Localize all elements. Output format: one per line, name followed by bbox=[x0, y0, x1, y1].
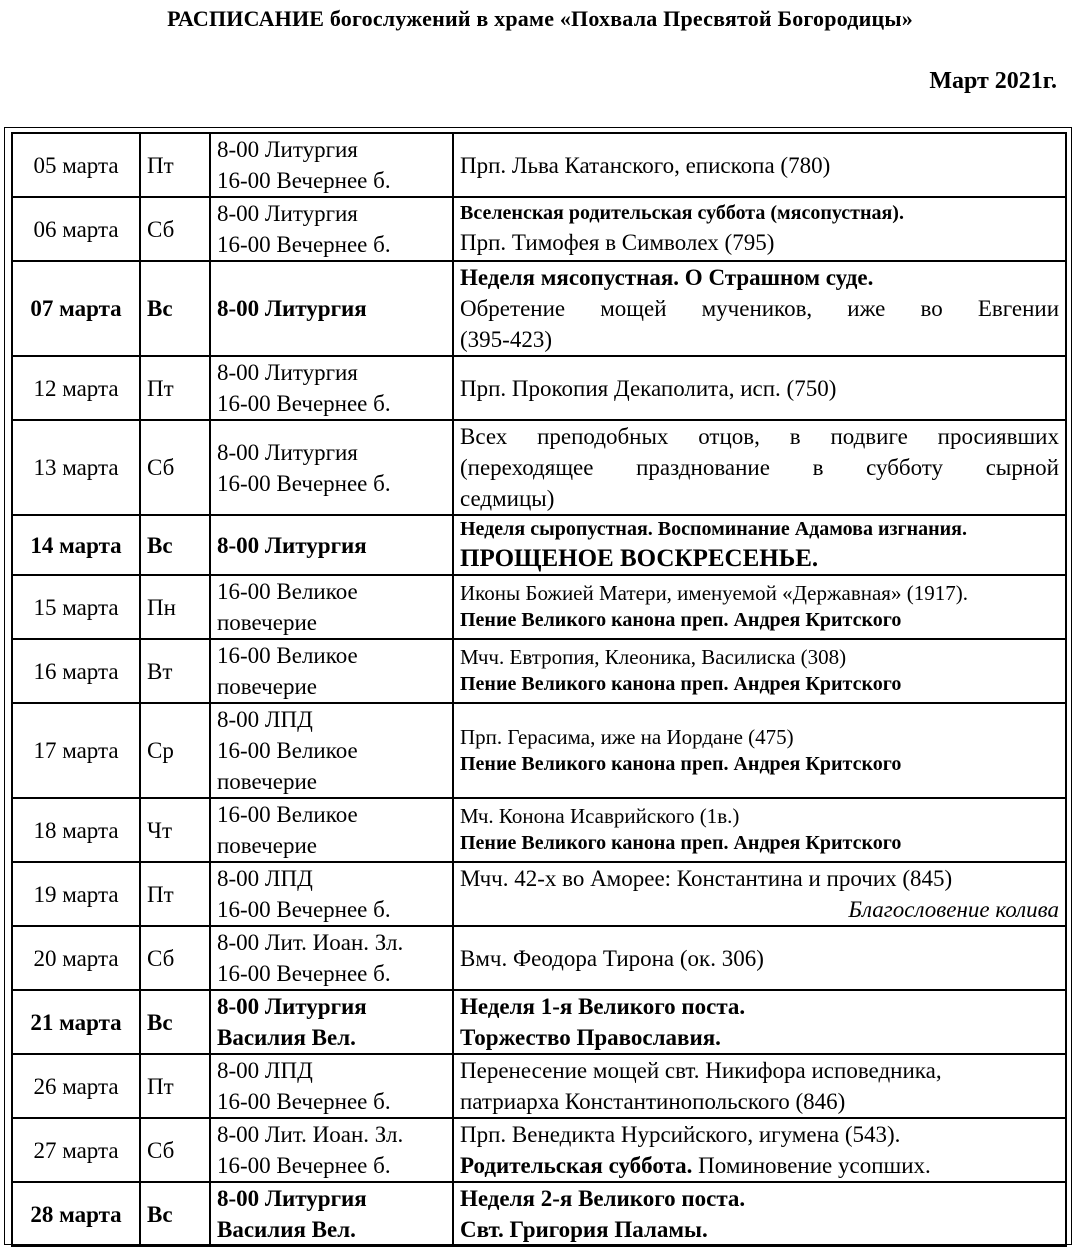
description-line: патриарха Константинопольского (846) bbox=[460, 1089, 846, 1114]
service-line: 16-00 Вечернее б. bbox=[217, 470, 391, 496]
description-cell bbox=[453, 990, 1066, 1054]
description-line: Прп. Прокопия Декаполита, исп. (750) bbox=[460, 375, 837, 401]
date-cell: 05 марта bbox=[12, 133, 140, 197]
date-cell: 18 марта bbox=[12, 798, 140, 862]
service-line: 8-00 ЛПД bbox=[217, 1058, 313, 1083]
description-line: Неделя мясопустная. О Страшном суде. bbox=[460, 265, 874, 290]
date-cell: 15 марта bbox=[12, 575, 140, 639]
service-line: 8-00 Лит. Иоан. Зл. bbox=[217, 930, 404, 955]
table-row bbox=[12, 990, 1066, 1054]
service-line: 16-00 Вечернее б. bbox=[217, 168, 391, 193]
service-line: 8-00 ЛПД bbox=[217, 866, 313, 891]
date-cell: 27 марта bbox=[12, 1118, 140, 1182]
weekday-cell: Вс bbox=[140, 990, 210, 1054]
service-line: 8-00 Литургия bbox=[217, 1186, 367, 1211]
service-cell bbox=[210, 990, 453, 1054]
description-bold-part: Родительская суббота. bbox=[460, 1153, 693, 1178]
weekday-cell: Сб bbox=[140, 1118, 210, 1182]
service-line: повечерие bbox=[217, 674, 317, 699]
service-cell bbox=[210, 1182, 453, 1246]
description-cell bbox=[453, 1118, 1066, 1182]
description-line: Перенесение мощей свт. Никифора исповедника, bbox=[460, 1058, 942, 1083]
service-cell bbox=[210, 197, 453, 261]
weekday-cell: Ср bbox=[140, 703, 210, 798]
service-line: 16-00 Великое bbox=[217, 802, 358, 827]
table-row bbox=[12, 515, 1066, 575]
service-line: 16-00 Вечернее б. bbox=[217, 961, 391, 986]
service-line: 16-00 Вечернее б. bbox=[217, 232, 391, 257]
service-cell bbox=[210, 575, 453, 639]
service-line: 8-00 Литургия bbox=[217, 994, 367, 1019]
description-line: Прп. Тимофея в Символех (795) bbox=[460, 230, 775, 255]
description-line: Мч. Конона Исаврийского (1в.) bbox=[460, 804, 740, 828]
table-row bbox=[12, 1118, 1066, 1182]
date-cell: 12 марта bbox=[12, 356, 140, 420]
weekday-cell: Вс bbox=[140, 515, 210, 575]
service-cell bbox=[210, 862, 453, 926]
description-line: Пение Великого канона преп. Андрея Критского bbox=[460, 609, 902, 631]
page-title: РАСПИСАНИЕ богослужений в храме «Похвала Пресвятой Богородицы» bbox=[167, 6, 913, 31]
description-line: Иконы Божией Матери, именуемой «Державная» (1917). bbox=[460, 581, 968, 605]
date-cell: 19 марта bbox=[12, 862, 140, 926]
service-cell bbox=[210, 1118, 453, 1182]
description-cell bbox=[453, 703, 1066, 798]
description-line: Неделя 2-я Великого поста. bbox=[460, 1186, 746, 1211]
service-cell bbox=[210, 515, 453, 575]
description-line: Пение Великого канона преп. Андрея Критского bbox=[460, 832, 902, 854]
description-cell bbox=[453, 1182, 1066, 1246]
service-line: 8-00 Литургия bbox=[217, 296, 367, 321]
description-line: Прп. Герасима, иже на Иордане (475) bbox=[460, 724, 794, 749]
service-cell bbox=[210, 703, 453, 798]
weekday-cell: Пн bbox=[140, 575, 210, 639]
description-line: Вселенская родительская суббота (мясопустная). bbox=[460, 202, 904, 224]
month-label: Март 2021г. bbox=[929, 68, 1057, 94]
weekday-cell: Вт bbox=[140, 639, 210, 703]
service-line: 16-00 Вечернее б. bbox=[217, 1153, 391, 1178]
service-line: повечерие bbox=[217, 610, 317, 635]
description-cell bbox=[453, 862, 1066, 926]
description-line: Прп. Льва Катанского, епископа (780) bbox=[460, 152, 831, 178]
service-cell bbox=[210, 420, 453, 515]
service-line: 8-00 Литургия bbox=[217, 201, 358, 226]
service-cell bbox=[210, 1054, 453, 1118]
service-line: Василия Вел. bbox=[217, 1217, 356, 1242]
service-cell bbox=[210, 639, 453, 703]
description-line: ПРОЩЕНОЕ ВОСКРЕСЕНЬЕ. bbox=[460, 545, 819, 572]
weekday-cell: Пт bbox=[140, 1054, 210, 1118]
table-row bbox=[12, 639, 1066, 703]
table-row bbox=[12, 575, 1066, 639]
date-cell: 06 марта bbox=[12, 197, 140, 261]
description-line: Всех преподобных отцов, в подвиге просиявших bbox=[460, 424, 1059, 449]
description-line: Мчч. 42-х во Аморее: Константина и прочих (845) bbox=[460, 866, 953, 891]
description-cell bbox=[453, 515, 1066, 575]
service-line: 16-00 Великое bbox=[217, 738, 358, 763]
table-row bbox=[12, 420, 1066, 515]
table-row bbox=[12, 926, 1066, 990]
service-cell bbox=[210, 798, 453, 862]
service-line: Василия Вел. bbox=[217, 1025, 356, 1050]
description-normal-part: Поминовение усопших. bbox=[698, 1153, 931, 1178]
description-cell bbox=[453, 261, 1066, 356]
service-line: повечерие bbox=[217, 769, 317, 794]
description-cell bbox=[453, 575, 1066, 639]
weekday-cell: Пт bbox=[140, 356, 210, 420]
description-cell bbox=[453, 639, 1066, 703]
service-line: 8-00 Лит. Иоан. Зл. bbox=[217, 1122, 404, 1147]
description-line: Обретение мощей мучеников, иже во Евгении bbox=[460, 296, 1059, 321]
date-cell: 28 марта bbox=[12, 1182, 140, 1246]
weekday-cell: Пт bbox=[140, 133, 210, 197]
weekday-cell: Чт bbox=[140, 798, 210, 862]
description-cell bbox=[453, 133, 1066, 197]
description-line: Мчч. Евтропия, Клеоника, Василиска (308) bbox=[460, 645, 847, 669]
weekday-cell: Сб bbox=[140, 420, 210, 515]
description-line: (переходящее празднование в субботу сырной bbox=[460, 455, 1059, 480]
date-cell: 20 марта bbox=[12, 926, 140, 990]
description-line: Благословение колива bbox=[848, 897, 1059, 922]
service-cell bbox=[210, 356, 453, 420]
service-cell bbox=[210, 133, 453, 197]
service-line: 16-00 Великое bbox=[217, 579, 358, 604]
date-cell: 14 марта bbox=[12, 515, 140, 575]
date-cell: 07 марта bbox=[12, 261, 140, 356]
table-row bbox=[12, 133, 1066, 197]
date-cell: 26 марта bbox=[12, 1054, 140, 1118]
description-line: Прп. Венедикта Нурсийского, игумена (543). bbox=[460, 1122, 901, 1147]
description-line: седмицы) bbox=[460, 486, 555, 511]
description-cell bbox=[453, 798, 1066, 862]
service-line: 8-00 Литургия bbox=[217, 439, 358, 465]
description-cell bbox=[453, 356, 1066, 420]
service-line: повечерие bbox=[217, 833, 317, 858]
weekday-cell: Пт bbox=[140, 862, 210, 926]
table-row bbox=[12, 862, 1066, 926]
description-line: Неделя сыропустная. Воспоминание Адамова изгнания. bbox=[460, 518, 967, 540]
service-line: 8-00 Литургия bbox=[217, 532, 367, 558]
description-cell bbox=[453, 926, 1066, 990]
weekday-cell: Сб bbox=[140, 926, 210, 990]
service-cell bbox=[210, 261, 453, 356]
description-line: Пение Великого канона преп. Андрея Критского bbox=[460, 673, 902, 695]
table-row bbox=[12, 197, 1066, 261]
description-cell bbox=[453, 197, 1066, 261]
date-cell: 13 марта bbox=[12, 420, 140, 515]
weekday-cell: Сб bbox=[140, 197, 210, 261]
date-cell: 16 марта bbox=[12, 639, 140, 703]
service-line: 16-00 Вечернее б. bbox=[217, 391, 391, 416]
description-line: Пение Великого канона преп. Андрея Критского bbox=[460, 752, 902, 775]
service-line: 16-00 Вечернее б. bbox=[217, 1089, 391, 1114]
service-line: 16-00 Великое bbox=[217, 643, 358, 668]
description-line bbox=[460, 1150, 1059, 1181]
description-line: Торжество Православия. bbox=[460, 1025, 721, 1050]
table-row bbox=[12, 356, 1066, 420]
service-line: 16-00 Вечернее б. bbox=[217, 897, 391, 922]
description-line: Свт. Григория Паламы. bbox=[460, 1217, 708, 1242]
weekday-cell: Вс bbox=[140, 1182, 210, 1246]
description-cell bbox=[453, 420, 1066, 515]
weekday-cell: Вс bbox=[140, 261, 210, 356]
description-line: Неделя 1-я Великого поста. bbox=[460, 994, 746, 1019]
date-cell: 17 марта bbox=[12, 703, 140, 798]
table-row bbox=[12, 703, 1066, 798]
description-cell bbox=[453, 1054, 1066, 1118]
date-cell: 21 марта bbox=[12, 990, 140, 1054]
service-line: 8-00 Литургия bbox=[217, 360, 358, 385]
table-row bbox=[12, 1182, 1066, 1246]
schedule-table bbox=[11, 132, 1067, 1247]
service-line: 8-00 Литургия bbox=[217, 137, 358, 162]
service-line: 8-00 ЛПД bbox=[217, 707, 313, 732]
description-line: Вмч. Феодора Тирона (ок. 306) bbox=[460, 945, 764, 971]
service-cell bbox=[210, 926, 453, 990]
table-row bbox=[12, 1054, 1066, 1118]
table-row bbox=[12, 798, 1066, 862]
table-row bbox=[12, 261, 1066, 356]
description-line: (395-423) bbox=[460, 327, 552, 352]
